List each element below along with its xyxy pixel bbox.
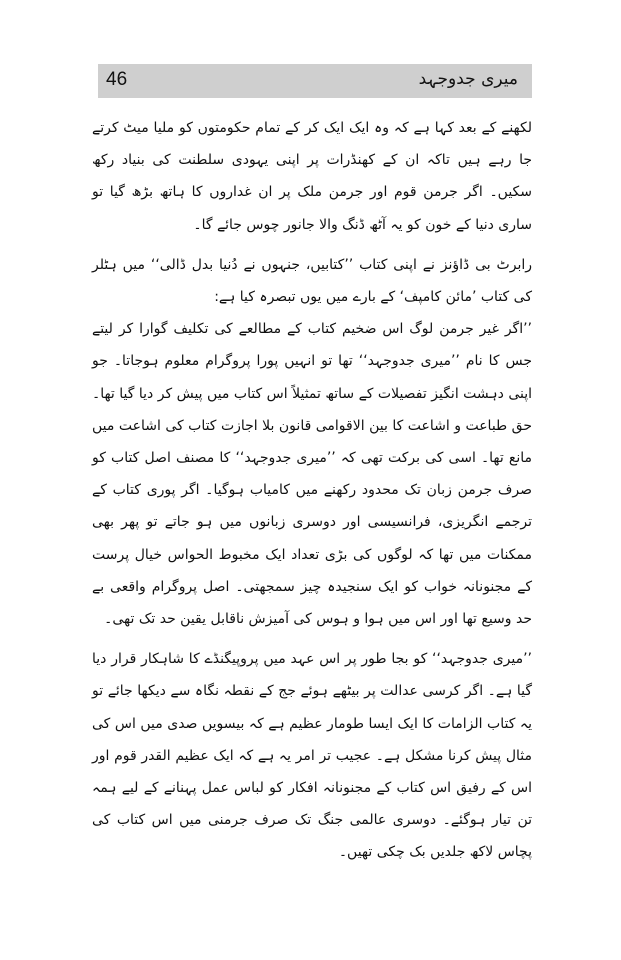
running-title: میری جدوجہد <box>418 69 518 89</box>
paragraph: رابرٹ بی ڈاؤنز نے اپنی کتاب ’’کتابیں، جنہوں نے دُنیا بدل ڈالی‘‘ میں ہٹلر کی کتاب ’مائن کامپف‘ کے بارے میں یوں تبصرہ کیا ہے: <box>92 256 532 306</box>
page-number: 46 <box>106 69 128 90</box>
paragraph: لکھنے کے بعد کہا ہے کہ وہ ایک ایک کر کے تمام حکومتوں کو ملیا میٹ کرتے جا رہے ہیں تاکہ ان کے کھنڈرات پر اپنی یہودی سلطنت کی بنیاد رکھ سکیں۔ اگر جرمن قوم اور جرمن ملک پر ان غداروں کا ہاتھ بڑھ گیا تو ساری دنیا کے خون کو یہ آٹھ ڈنگ والا جانور چوس جائے گا۔ <box>92 120 532 233</box>
page-header <box>98 64 532 98</box>
quotation-paragraph: ’’اگر غیر جرمن لوگ اس ضخیم کتاب کے مطالعے کی تکلیف گوارا کر لیتے جس کا نام ’’میری جدوجہد‘‘ تھا تو انہیں پورا پروگرام معلوم ہوجاتا۔ جو اپنی دہشت انگیز تفصیلات کے ساتھ تمثیلاً اس کتاب میں پیش کر دیا گیا تھا۔ حق طباعت و اشاعت کا بین الاقوامی قانون بلا اجازت کتاب کی اشاعت میں مانع تھا۔ اسی کی برکت تھی کہ ’’میری جدوجہد‘‘ کا مصنف اصل کتاب کو صرف جرمن زبان تک محدود رکھنے میں کامیاب ہوگیا۔ اگر پوری کتاب کے ترجمے انگریزی، فرانسیسی اور دوسری زبانوں میں ہو جاتے تو پھر بھی ممکنات میں تھا کہ لوگوں کی بڑی تعداد ایک مخبوط الحواس خیال پرست کے مجنونانہ خواب کو ایک سنجیدہ چیز سمجھتی۔ اصل پروگرام واقعی بے حد وسیع تھا اور اس میں ہوا و ہوس کی آمیزش ناقابل یقین حد تک تھی۔ <box>92 321 532 628</box>
body-text <box>92 112 532 869</box>
paragraph: ’’میری جدوجہد‘‘ کو بجا طور پر اس عہد میں پروپیگنڈے کا شاہکار قرار دیا گیا ہے۔ اگر کرسی عدالت پر بیٹھے ہوئے جج کے نقطہ نگاہ سے دیکھا جائے تو یہ کتاب الزامات کا ایک ایسا طومار عظیم ہے کہ بیسویں صدی میں اس کی مثال پیش کرنا مشکل ہے۔ عجیب تر امر یہ ہے کہ ایک عظیم القدر قوم اور اس کے رفیق اس کتاب کے مجنونانہ افکار کو لباس عمل پہنانے کے لیے ہمہ تن تیار ہوگئے۔ دوسری عالمی جنگ تک صرف جرمنی میں اس کتاب کی پچاس لاکھ جلدیں بک چکی تھیں۔ <box>92 651 532 861</box>
